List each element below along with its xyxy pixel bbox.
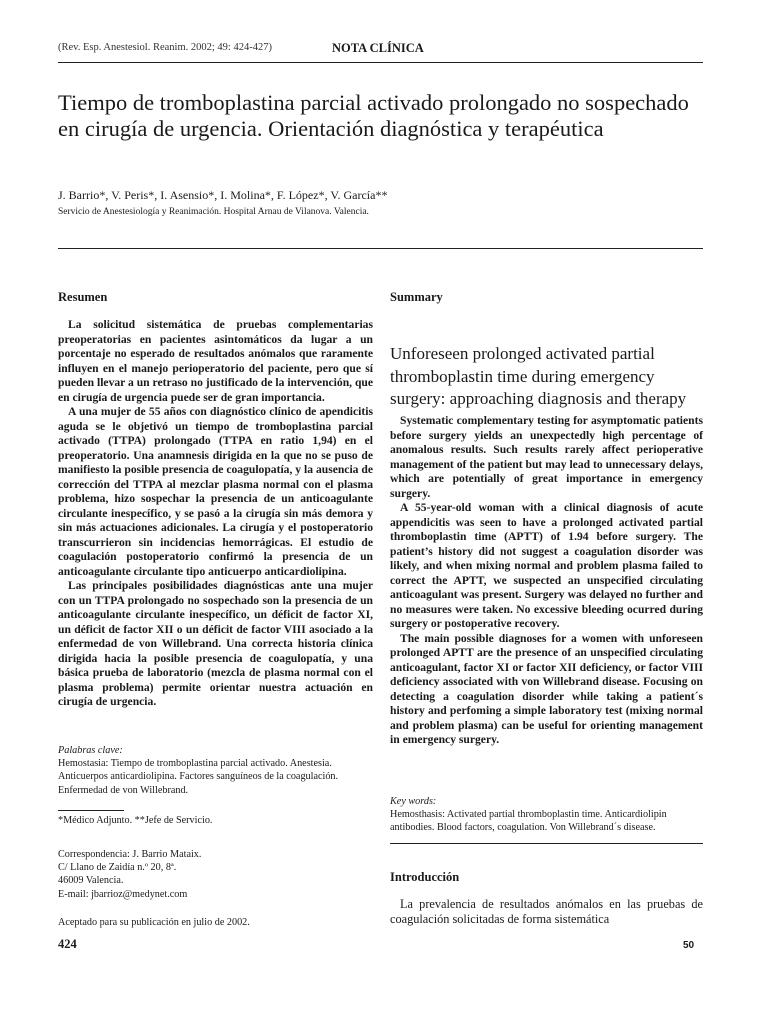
intro-paragraph: La prevalencia de resultados anómalos en las pruebas de coagulación solicitadas de forma sistemática (390, 897, 703, 926)
affiliation: Servicio de Anestesiología y Reanimación. Hospital Arnau de Vilanova. Valencia. (58, 207, 369, 217)
journal-citation: (Rev. Esp. Anestesiol. Reanim. 2002; 49: 424-427) (58, 42, 272, 53)
correspondence-line: C/ Llano de Zaidía n.º 20, 8ª. (58, 862, 177, 874)
palabras-clave-label: Palabras clave: (58, 745, 123, 756)
resumen-heading: Resumen (58, 290, 108, 304)
keywords-rule (390, 843, 703, 844)
page-number-right: 50 (683, 940, 695, 951)
summary-body (390, 414, 703, 748)
section-label: NOTA CLÍNICA (332, 41, 424, 55)
authors: J. Barrio*, V. Peris*, I. Asensio*, I. Molina*, F. López*, V. García** (58, 188, 388, 202)
resumen-body (58, 318, 373, 710)
resumen-paragraph: Las principales posibilidades diagnósticas ante una mujer con un TTPA prolongado no sospechado son la presencia de un anticoagulante circulante inespecífico, un déficit de factor XI, un déficit de factor XII o un déficit de factor VIII asociado a la enfermedad de von Willebrand. Una correcta historia clínica dirigida hacia la posible presencia de coagulopatía, y una básica prueba de laboratorio (mezcla de plasma normal con el plasma problema) permite orientar nuestra actuación en cirugía de urgencia. (58, 579, 373, 708)
palabras-clave-text: Hemostasia: Tiempo de tromboplastina parcial activado. Anestesia. Anticuerpos anticardiolipina. Factores sanguíneos de la coagulación. Enfermedad de von Willebrand. (58, 758, 339, 796)
article-title: Tiempo de tromboplastina parcial activado prolongado no sospechado en cirugía de urgencia. Orientación diagnóstica y terapéutica (58, 90, 689, 141)
footnote-rule (58, 810, 124, 811)
resumen-paragraph: A una mujer de 55 años con diagnóstico clínico de apendicitis aguda se le objetivó un tiempo de tromboplastina parcial activado (TTPA) prolongado (TTPA en ratio 1,94) en el preoperatorio. Una anamnesis dirigida en la que no se puso de manifiesto la posible presencia de coagulopatía, y la ausencia de corrección del TTPA al mezclar plasma normal con el plasma problema, hizo sospechar la presencia de un anticoagulante circulante inespecífico, y se pasó a la cirugía sin más demora y sin más actuaciones adicionales. La cirugía y el postoperatorio transcurrieron sin incidencias hemorrágicas. El estudio de coagulación postoperatorio confirmó la presencia de un anticoagulante circulante tipo anticuerpo anticardiolipina. (58, 405, 373, 578)
correspondence (58, 848, 201, 901)
resumen-paragraph: La solicitud sistemática de pruebas complementarias preoperatorias en pacientes asintomáticos da lugar a un porcentaje no esperado de resultados anómalos que raramente influyen en el manejo perioperatorio del paciente, pero que sí pueden llevar a un retraso no justificado de la intervención, que en cirugía de urgencia puede ser de gran importancia. (58, 318, 373, 404)
intro-body (390, 897, 703, 926)
intro-heading: Introducción (390, 870, 460, 884)
correspondence-line: Correspondencia: J. Barrio Mataix. (58, 849, 202, 860)
english-title: Unforeseen prolonged activated partial thromboplastin time during emergency surgery: approaching diagnosis and therapy (390, 344, 687, 408)
summary-heading: Summary (390, 290, 443, 304)
palabras-clave (58, 744, 376, 797)
key-words-text: Hemosthasis: Activated partial thromboplastin time. Anticardiolipin antibodies. Blood factors, coagulation. Von Willebrand´s disease. (390, 809, 667, 834)
summary-paragraph: A 55-year-old woman with a clinical diagnosis of acute appendicitis was seen to have a prolonged activated partial thromboplastin time (APTT) of 1.94 before surgery. The patient’s history did not suggest a coagulation disorder was likely, and when mixing normal and problem plasma failed to correct the APTT, we suspected an unspecified circulating anticoagulant was present. Surgery was delayed no further and no measures were taken. No excessive bleeding ocurred during surgery or postoperative recovery. (390, 501, 703, 630)
footnote: *Médico Adjunto. **Jefe de Servicio. (58, 815, 213, 826)
key-words (390, 795, 705, 835)
correspondence-line: 46009 Valencia. (58, 875, 124, 887)
key-words-label: Key words: (390, 796, 437, 807)
summary-paragraph: The main possible diagnoses for a women with unforeseen prolonged APTT are the presence of an unspecified circulating anticoagulant, factor XI or factor XII deficiency, or factor VIII deficiency associated with von Willebrand disease. Focusing on detecting a coagulation disorder while taking a patient´s history and perfoming a simple laboratory test (mixing normal and problem plasma) can be useful for orienting management in emergency surgery. (390, 631, 703, 746)
summary-paragraph: Systematic complementary testing for asymptomatic patients before surgery yields an unexpectedly high percentage of anomalous results. Such results rarely affect perioperative management of the patient but may lead to unnecessary delays, which are potentially of great importance in emergency surgery. (390, 414, 703, 500)
page-number-left: 424 (58, 937, 77, 951)
accepted-note: Aceptado para su publicación en julio de 2002. (58, 917, 250, 928)
correspondence-email: E-mail: jbarrioz@medynet.com (58, 888, 188, 900)
title-rule (58, 248, 703, 249)
header-rule (58, 62, 703, 63)
